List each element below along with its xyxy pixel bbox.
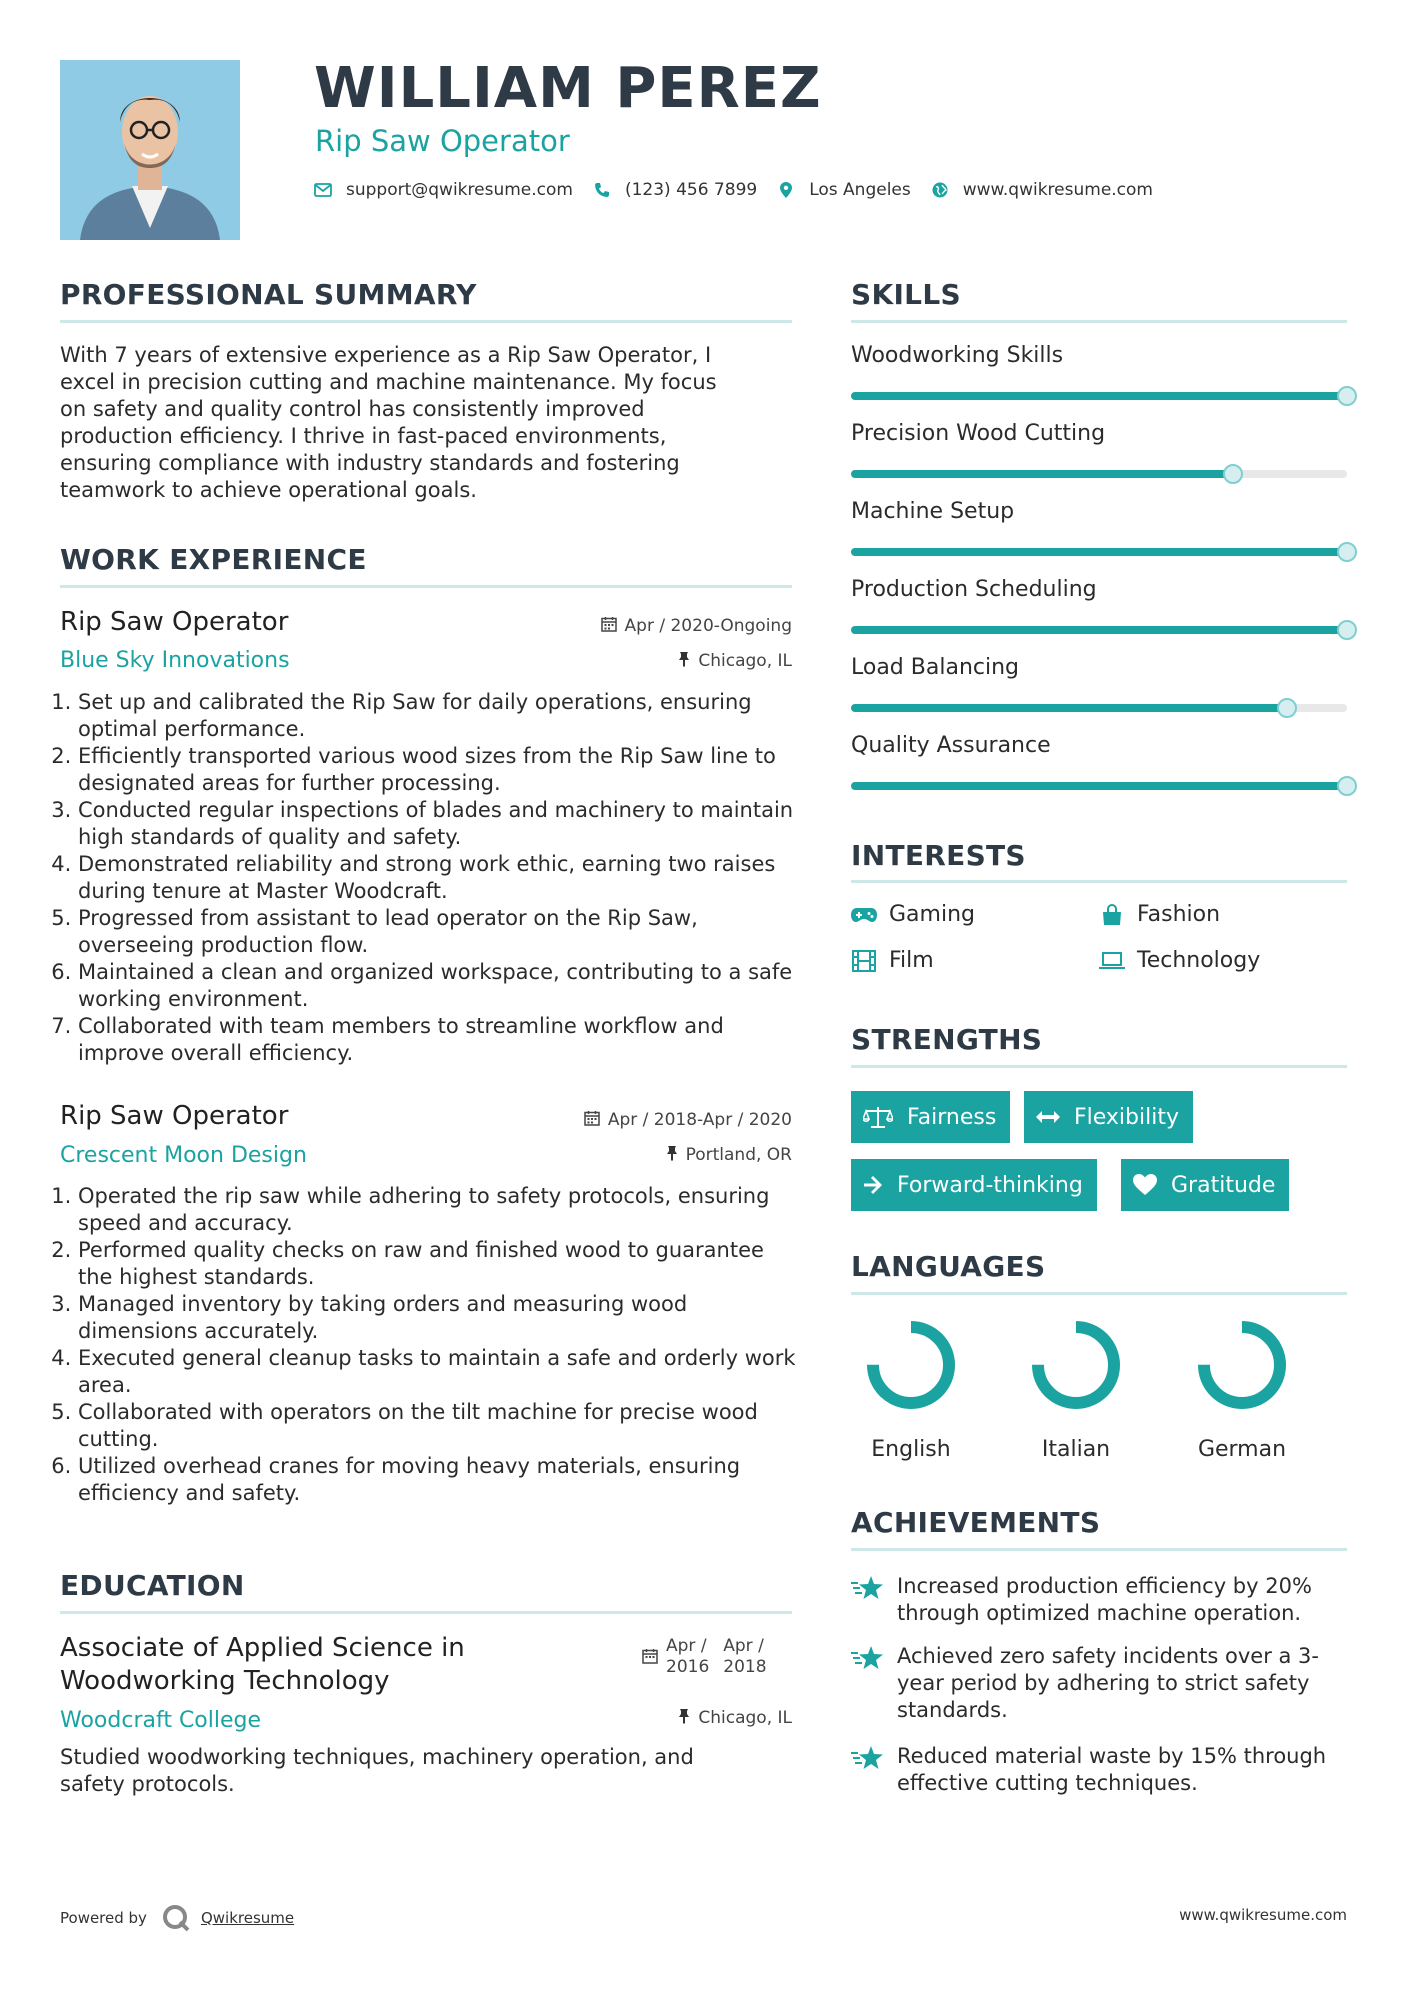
film-icon [851,950,877,972]
summary-line: teamwork to achieve operational goals. [60,478,477,502]
arrow-right-icon [863,1175,883,1195]
achievements-heading: ACHIEVEMENTS [851,1506,1101,1539]
education-dates [642,1636,767,1678]
language-ring-arc [1038,1327,1114,1403]
language-label: English [871,1437,951,1462]
education-description [60,1744,800,1798]
candidate-name: WILLIAM PEREZ [314,56,822,121]
interest-label: Film [889,948,934,973]
achievements-divider [851,1548,1347,1551]
email-text: support@qwikresume.com [346,180,573,200]
strength-label: Forward-thinking [897,1172,1083,1198]
education-start [666,1636,709,1678]
skills-heading: SKILLS [851,278,961,311]
summary-line: With 7 years of extensive experience as a Rip Saw Operator, I [60,343,712,367]
education-desc-line: Studied woodworking techniques, machinery operation, and [60,1745,694,1769]
list-item: 1. Set up and calibrated the Rip Saw for daily operations, ensuring optimal performance. [78,689,800,743]
job-location-text: Portland, OR [685,1145,792,1165]
start-year: 2016 [666,1657,710,1677]
skill-bar-fill [851,548,1347,556]
contact-website[interactable] [931,180,1153,200]
list-item: 4. Demonstrated reliability and strong work ethic, earning two raises during tenure at Master Woodcraft. [78,851,800,905]
job-dates [584,1110,792,1130]
languages-heading: LANGUAGES [851,1250,1046,1283]
list-item: 4. Executed general cleanup tasks to maintain a safe and orderly work area. [78,1345,800,1399]
strength-badge-flexibility [1024,1091,1193,1143]
language-english [861,1319,961,1462]
job-location [666,1145,792,1165]
skill-bar-knob [1277,698,1297,718]
achievement-text [897,1573,1312,1627]
job-duties-list [60,689,800,1067]
skill-bar [851,548,1347,556]
degree-title [60,1632,580,1698]
envelope-icon [314,183,332,197]
skill-bar-fill [851,704,1287,712]
skills-divider [851,320,1347,323]
experience-heading: WORK EXPERIENCE [60,543,367,576]
education-desc-line: safety protocols. [60,1772,235,1796]
arrows-horizontal-icon [1036,1110,1060,1124]
candidate-title: Rip Saw Operator [315,124,570,158]
laptop-icon [1099,952,1125,970]
language-progress-ring [1030,1319,1122,1411]
brand-link[interactable]: Qwikresume [200,1909,295,1927]
contact-location [777,180,911,200]
calendar-icon [601,616,617,636]
summary-line: production efficiency. I thrive in fast-paced environments, [60,424,667,448]
list-item: 6. Utilized overhead cranes for moving heavy materials, ensuring efficiency and safety. [78,1453,800,1507]
achievement-text [897,1743,1326,1797]
globe-icon [931,182,949,198]
interests-divider [851,880,1347,883]
strengths-divider [851,1065,1347,1068]
list-item: 6. Maintained a clean and organized workspace, contributing to a safe working environment. [78,959,800,1013]
language-ring-arc [873,1327,949,1403]
skill-bar-fill [851,626,1347,634]
education-end [723,1636,766,1678]
strength-label: Flexibility [1074,1104,1179,1130]
footer-powered-by [60,1903,294,1933]
strength-label: Gratitude [1171,1172,1276,1198]
language-label: German [1197,1437,1287,1462]
gamepad-icon [851,907,877,923]
skill-bar-knob [1223,464,1243,484]
skill-label: Production Scheduling [851,577,1097,602]
summary-heading: PROFESSIONAL SUMMARY [60,278,477,311]
degree-line: Woodworking Technology [60,1666,390,1696]
achievement-line: effective cutting techniques. [897,1771,1198,1795]
achievement-text [897,1643,1319,1724]
location-text: Los Angeles [809,180,911,200]
list-item: 2. Performed quality checks on raw and finished wood to guarantee the highest standards. [78,1237,800,1291]
star-icon [851,1643,885,1724]
summary-line: ensuring compliance with industry standards and fostering [60,451,680,475]
skill-bar [851,470,1347,478]
pin-icon [678,651,690,671]
footer-website[interactable]: www.qwikresume.com [1179,1906,1347,1924]
profile-photo [60,60,240,240]
end-year: 2018 [723,1657,767,1677]
job-title: Rip Saw Operator [60,1101,289,1131]
qwikresume-logo-icon [161,1903,191,1933]
job-dates [601,616,792,636]
experience-divider [60,585,792,588]
strengths-heading: STRENGTHS [851,1023,1043,1056]
list-item: 5. Progressed from assistant to lead operator on the Rip Saw, overseeing production flow. [78,905,800,959]
achievement-item [851,1573,1351,1627]
list-item: 2. Efficiently transported various wood sizes from the Rip Saw line to designated areas for further processing. [78,743,800,797]
skill-bar-knob [1337,542,1357,562]
language-ring-arc [1204,1327,1280,1403]
job-location [678,651,792,671]
skill-label: Quality Assurance [851,733,1051,758]
list-item: 1. Operated the rip saw while adhering to safety protocols, ensuring speed and accuracy. [78,1183,800,1237]
interest-technology [1099,948,1260,973]
list-item: 3. Managed inventory by taking orders and measuring wood dimensions accurately. [78,1291,800,1345]
languages-divider [851,1292,1347,1295]
language-progress-ring [1196,1319,1288,1411]
star-icon [851,1743,885,1797]
education-location [678,1708,792,1728]
skill-bar-fill [851,782,1347,790]
skill-bar [851,782,1347,790]
calendar-icon [642,1648,658,1670]
job-location-text: Chicago, IL [698,651,792,671]
strength-badge-fairness [851,1091,1010,1143]
skill-bar [851,626,1347,634]
strength-badge-forward-thinking [851,1159,1097,1211]
list-item: 5. Collaborated with operators on the tilt machine for precise wood cutting. [78,1399,800,1453]
skill-label: Machine Setup [851,499,1015,524]
skill-bar-knob [1337,776,1357,796]
skill-label: Woodworking Skills [851,343,1064,368]
skill-bar-knob [1337,620,1357,640]
phone-text: (123) 456 7899 [624,180,758,200]
end-month: Apr / [723,1636,764,1656]
strength-badge-gratitude [1121,1159,1289,1211]
skill-bar [851,392,1347,400]
phone-icon [593,182,611,198]
skill-label: Precision Wood Cutting [851,421,1106,446]
company-name: Blue Sky Innovations [60,648,290,673]
website-text: www.qwikresume.com [962,180,1153,200]
achievement-item [851,1643,1351,1724]
language-german [1192,1319,1292,1462]
list-item: 7. Collaborated with team members to streamline workflow and improve overall efficiency. [78,1013,800,1067]
map-marker-icon [777,182,795,198]
skill-bar [851,704,1347,712]
language-progress-ring [865,1319,957,1411]
summary-line: excel in precision cutting and machine maintenance. My focus [60,370,717,394]
job-duties-list [60,1183,800,1507]
degree-line: Associate of Applied Science in [60,1633,465,1663]
list-item: 3. Conducted regular inspections of blades and machinery to maintain high standards of quality and safety. [78,797,800,851]
company-name: Crescent Moon Design [60,1143,307,1168]
shopping-bag-icon [1099,904,1125,926]
skill-bar-knob [1337,386,1357,406]
powered-by-text: Powered by [60,1909,147,1927]
achievement-line: through optimized machine operation. [897,1601,1302,1625]
interest-label: Gaming [889,902,975,927]
pin-icon [666,1145,678,1165]
education-heading: EDUCATION [60,1569,245,1602]
school-name: Woodcraft College [60,1708,262,1733]
achievement-line: year period by adhering to strict safety [897,1671,1310,1695]
achievement-line: Reduced material waste by 15% through [897,1744,1327,1768]
strength-label: Fairness [907,1104,997,1130]
contact-email[interactable] [314,180,573,200]
job-title: Rip Saw Operator [60,607,289,637]
interest-label: Fashion [1137,902,1221,927]
interests-heading: INTERESTS [851,839,1026,872]
interest-label: Technology [1137,948,1261,973]
summary-line: on safety and quality control has consistently improved [60,397,645,421]
interest-film [851,948,934,973]
language-italian [1026,1319,1126,1462]
skill-label: Load Balancing [851,655,1019,680]
balance-scale-icon [863,1106,893,1128]
education-divider [60,1611,792,1614]
interest-fashion [1099,902,1220,927]
calendar-icon [584,1110,600,1130]
job-dates-text: Apr / 2018-Apr / 2020 [607,1110,792,1130]
achievement-line: Achieved zero safety incidents over a 3- [897,1644,1319,1668]
education-location-text: Chicago, IL [698,1708,792,1728]
skill-bar-fill [851,392,1347,400]
summary-divider [60,320,792,323]
achievement-line: Increased production efficiency by 20% [897,1574,1312,1598]
language-label: Italian [1041,1437,1111,1462]
heart-icon [1133,1174,1157,1196]
pin-icon [678,1708,690,1728]
summary-text [60,342,800,504]
achievement-line: standards. [897,1698,1008,1722]
star-icon [851,1573,885,1627]
achievement-item [851,1743,1351,1797]
job-dates-text: Apr / 2020-Ongoing [624,616,792,636]
skill-bar-fill [851,470,1233,478]
contact-bar [314,180,1173,200]
start-month: Apr / [666,1636,707,1656]
contact-phone[interactable] [593,180,757,200]
interest-gaming [851,902,975,927]
